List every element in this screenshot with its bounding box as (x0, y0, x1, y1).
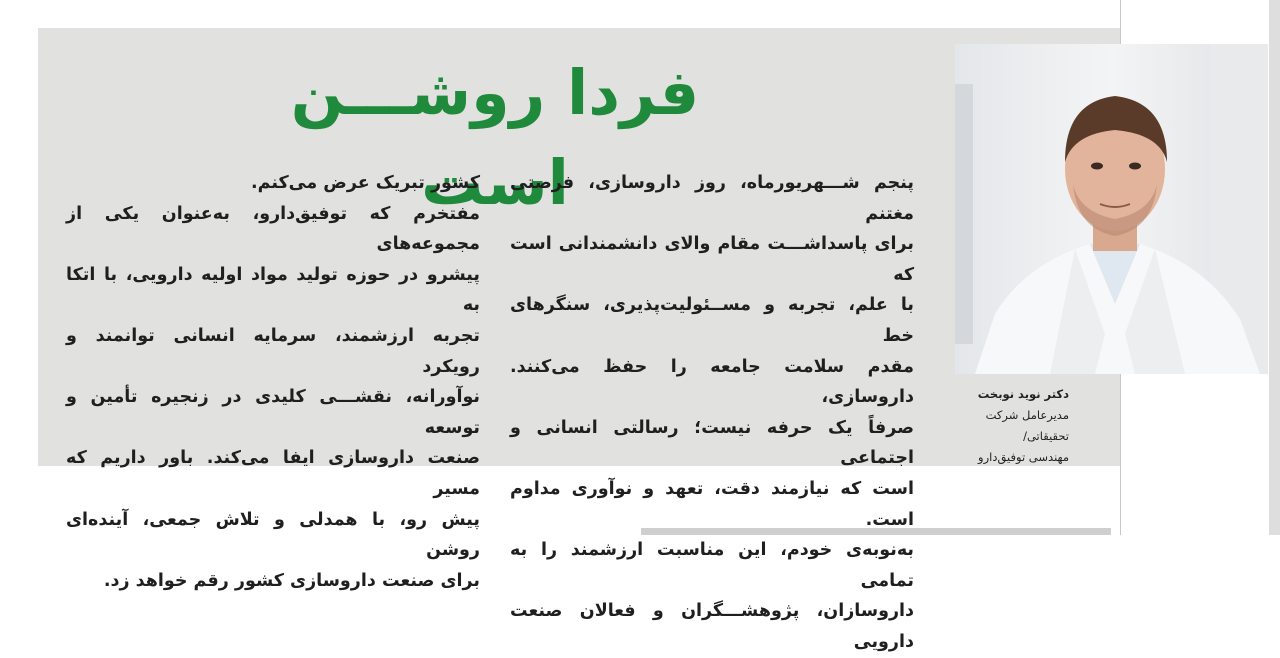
caption-title: مدیرعامل شرکت تحقیقاتی/ (985, 408, 1069, 443)
text-line: مفتخرم که توفیق‌دارو، به‌عنوان یکی از مجموعه‌های (66, 203, 480, 255)
text-line: برای صنعت داروسازی کشور رقم خواهد زد. (103, 570, 480, 591)
text-line: است که نیازمند دقت، تعهد و نوآوری مداوم است. (510, 478, 914, 530)
text-line: به‌نوبه‌ی خودم، این مناسبت ارزشمند را به تمامی (510, 540, 914, 591)
page-top-margin (0, 0, 1280, 28)
text-line: پیش رو، با همدلی و تلاش جمعی، آینده‌ای روشن (66, 509, 480, 561)
page-edge-strip (1269, 0, 1280, 535)
text-line: تجربه ارزشمند، سرمایه انسانی توانمند و رویکرد (66, 325, 480, 377)
caption-name: دکتر نوید نوبخت (977, 387, 1069, 401)
text-line: نوآورانه، نقشـــی کلیدی در زنجیره تأمین و توسعه (66, 387, 480, 438)
portrait-illustration (955, 44, 1268, 374)
text-line: برای پاسداشـــت مقام والای دانشمندانی است که (510, 234, 914, 285)
portrait-photo (955, 44, 1268, 374)
photo-caption (955, 384, 1069, 468)
text-line: صرفاً یک حرفه نیست؛ رسالتی انسانی و اجتماعی (510, 417, 914, 469)
article-column-right (510, 168, 914, 658)
caption-title: مهندسی توفیق‌دارو (978, 450, 1069, 464)
text-line: با علم، تجربه و مســئولیت‌پذیری، سنگرهای خط (510, 295, 914, 346)
text-line: صنعت داروسازی ایفا می‌کند. باور داریم که مسیر (66, 448, 480, 499)
text-line: کشور تبریک عرض می‌کنم. (250, 173, 480, 193)
article-column-left (66, 168, 480, 596)
article-headline: فردا روشـــن است (290, 56, 700, 219)
text-line: مقدم سلامت جامعه را حفظ می‌کنند. داروسازی، (510, 356, 914, 408)
text-line: پیشرو در حوزه تولید مواد اولیه دارویی، با اتکا به (66, 264, 480, 316)
text-line: پنجم شـــهریورماه، روز داروسازی، فرصتی مغتنم (510, 173, 914, 224)
text-line: داروسازان، پژوهشـــگران و فعالان صنعت دارویی (510, 601, 914, 652)
